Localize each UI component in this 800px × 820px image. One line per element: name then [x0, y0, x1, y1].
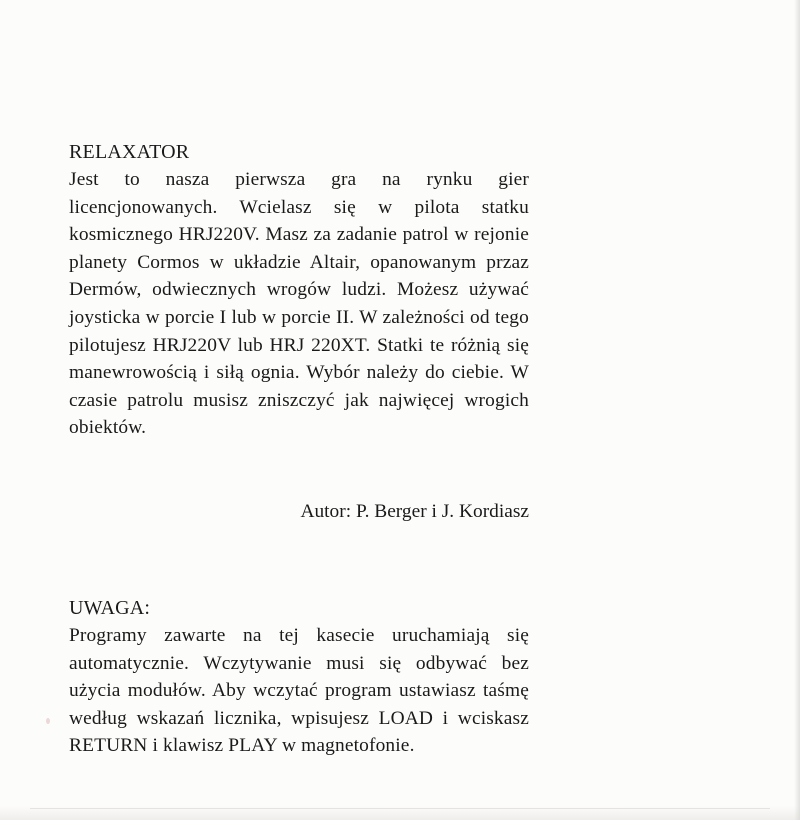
- notice-text: Programy zawarte na tej kasecie uruchamiają się automatycznie. Wczytywanie musi się odbywać bez użycia modułów. Aby wczytać program ustawiasz taśmę według wskazań licznika, wpisujesz LOAD i wciskasz RETURN i klawisz PLAY w magnetofonie.: [69, 625, 529, 757]
- page-edge-shadow: [794, 0, 800, 820]
- paper-speck: [46, 718, 50, 724]
- game-description-text: Jest to nasza pierwsza gra na rynku gier licencjonowanych. Wcielasz się w pilota statku kosmicznego HRJ220V. Masz za zadanie patrol w rejonie planety Cormos w układzie Altair, opanowanym przaz Dermów, odwiecznych wrogów ludzi. Możesz używać joysticka w porcie I lub w porcie II. W zależności od tego pilotujesz HRJ220V lub HRJ 220XT. Statki te różnią się manewrowością i siłą ognia. Wybór należy do ciebie. W czasie patrolu musisz zniszczyć jak najwięcej wrogich obiektów.: [69, 169, 529, 439]
- game-title: RELAXATOR: [69, 141, 190, 163]
- author-credit: Autor: P. Berger i J. Kordiasz: [300, 501, 529, 522]
- notice-section: [69, 594, 529, 760]
- paper-fold-line: [30, 808, 770, 809]
- notice-heading: UWAGA:: [69, 597, 151, 619]
- game-description-section: [69, 138, 529, 442]
